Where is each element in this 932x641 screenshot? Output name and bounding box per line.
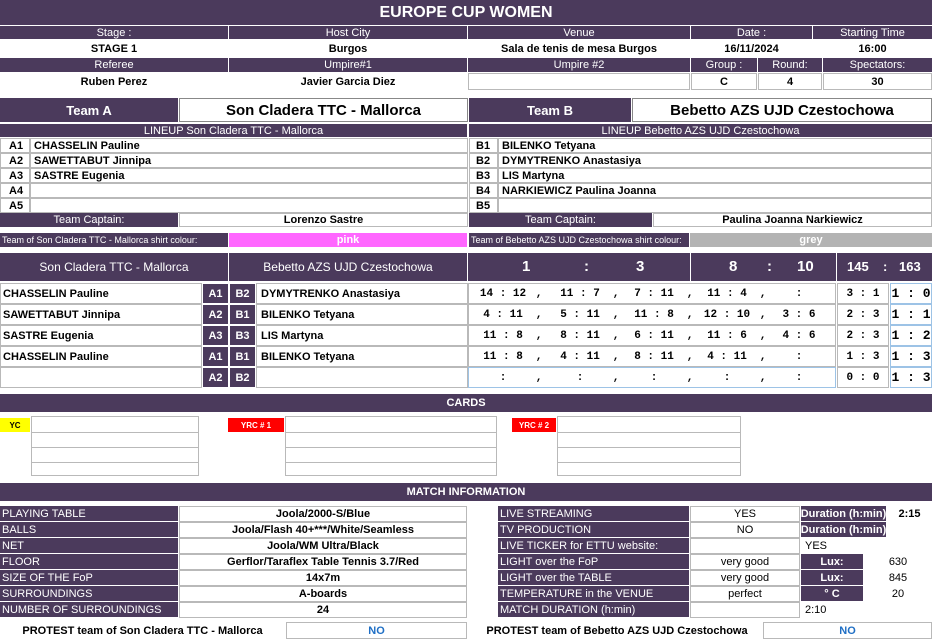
match-info-value: very good (690, 570, 800, 586)
match-info-label: LIVE STREAMING (498, 506, 689, 521)
game-sep: , (535, 371, 543, 384)
match-code-a: A3 (203, 326, 228, 345)
game-sep: , (686, 350, 694, 363)
lineup-b-player: LIS Martyna (498, 168, 932, 183)
match-total: 1 : 2 (890, 325, 932, 346)
match-info-keyvalue: 845 (888, 572, 908, 584)
match-player-a (0, 367, 202, 388)
lineup-b-code: B3 (469, 168, 498, 183)
game-sep: , (612, 371, 620, 384)
game-sep: , (535, 287, 543, 300)
game-sep: , (535, 308, 543, 321)
group-value: C (691, 73, 757, 90)
points-b: 163 (899, 259, 921, 274)
cards-title: CARDS (0, 394, 932, 412)
venue-value: Sala de tenis de mesa Burgos (501, 42, 657, 55)
games-score (691, 253, 836, 281)
match-code-b: B1 (230, 305, 255, 324)
match-info-key: Lux: (801, 554, 863, 569)
lineup-a-code: A5 (0, 198, 30, 213)
lineup-b-player: BILENKO Tetyana (498, 138, 932, 153)
lineup-a-player (30, 198, 468, 213)
game-sep: , (535, 329, 543, 342)
protest-a-value: NO (286, 622, 467, 639)
match-info-label: SURROUNDINGS (0, 586, 178, 601)
game-sep: , (759, 329, 767, 342)
matches-a: 1 (522, 258, 531, 275)
yrc2-box (557, 416, 741, 476)
game-score: 4 : 11 (560, 350, 600, 363)
match-player-b: LIS Martyna (256, 325, 468, 346)
game-sep: , (612, 350, 620, 363)
game-score: : (499, 371, 507, 384)
score-team-a: Son Cladera TTC - Mallorca (0, 253, 228, 281)
score-team-b: Bebetto AZS UJD Czestochowa (229, 253, 467, 281)
lineup-a-code: A3 (0, 168, 30, 183)
game-sep: , (535, 350, 543, 363)
game-score: 4 : 6 (782, 329, 816, 342)
spectators-value: 30 (823, 73, 932, 90)
game-sep: , (686, 329, 694, 342)
game-score: : (650, 371, 658, 384)
lineup-b-code: B4 (469, 183, 498, 198)
game-sep: , (759, 350, 767, 363)
yrc1-box (285, 416, 497, 476)
match-info-label: LIGHT over the FoP (498, 554, 689, 569)
game-score: 11 : 4 (707, 287, 747, 300)
match-sets: 2 : 3 (837, 325, 889, 346)
match-player-b (256, 367, 468, 388)
umpire1-value: Javier Garcia Diez (300, 75, 396, 88)
stage-label: Stage : (0, 26, 228, 39)
page-title: EUROPE CUP WOMEN (0, 0, 932, 25)
match-info-value: perfect (690, 586, 800, 602)
match-info-value: Joola/2000-S/Blue (179, 506, 467, 522)
game-sep: , (612, 329, 620, 342)
match-info-keyvalue (887, 522, 932, 538)
matches-score (468, 253, 690, 281)
game-score: : (795, 350, 803, 363)
match-total: 1 : 0 (890, 283, 932, 304)
game-sep: , (759, 287, 767, 300)
team-a-label: Team A (0, 98, 178, 122)
host-city-value: Burgos (328, 42, 368, 55)
match-info-value: YES (690, 506, 800, 522)
match-player-a: SASTRE Eugenia (0, 325, 202, 346)
game-score: 12 : 10 (703, 308, 751, 321)
match-info-keyvalue: YES (805, 540, 828, 552)
venue-label: Venue (468, 26, 690, 39)
match-info-label: MATCH DURATION (h:min) (498, 602, 689, 617)
host-city-label: Host City (229, 26, 467, 39)
protest-b-label: PROTEST team of Bebetto AZS UJD Czestochowa (486, 624, 748, 637)
game-score: 11 : 8 (483, 329, 523, 342)
referee-value: Ruben Perez (80, 75, 148, 88)
match-info-label: TEMPERATURE in the VENUE (498, 586, 689, 601)
points-score (837, 253, 932, 281)
lineup-b-title: LINEUP Bebetto AZS UJD Czestochowa (469, 124, 932, 137)
game-score: 4 : 11 (707, 350, 747, 363)
game-sep: , (686, 308, 694, 321)
match-info-label: TV PRODUCTION (498, 522, 689, 537)
match-info-label: FLOOR (0, 554, 178, 569)
game-score: : (795, 371, 803, 384)
captain-a-value: Lorenzo Sastre (179, 213, 468, 227)
captain-b-value: Paulina Joanna Narkiewicz (653, 213, 932, 227)
lineup-b-player (498, 198, 932, 213)
lineup-a-title: LINEUP Son Cladera TTC - Mallorca (0, 124, 467, 137)
match-code-b: B3 (230, 326, 255, 345)
stage-value: STAGE 1 (90, 42, 138, 55)
match-info-value (690, 602, 800, 618)
match-info-key: Duration (h:min) (801, 507, 886, 520)
umpire2-value (468, 73, 690, 90)
match-player-a: SAWETTABUT Jinnipa (0, 304, 202, 325)
game-score: : (723, 371, 731, 384)
shirt-a-value: pink (229, 233, 467, 247)
match-info-label: BALLS (0, 522, 178, 537)
match-player-b: BILENKO Tetyana (256, 346, 468, 367)
match-info-value: Joola/Flash 40+***/White/Seamless (179, 522, 467, 538)
games-b: 10 (797, 258, 814, 275)
lineup-b-code: B5 (469, 198, 498, 213)
date-value: 16/11/2024 (724, 42, 779, 55)
lineup-a-player: SASTRE Eugenia (30, 168, 468, 183)
date-label: Date : (691, 26, 812, 39)
start-time-label: Starting Time (813, 26, 932, 39)
lineup-a-player: SAWETTABUT Jinnipa (30, 153, 468, 168)
game-score: 8 : 11 (560, 329, 600, 342)
match-info-keyvalue: 20 (891, 588, 905, 600)
match-sets: 1 : 3 (837, 346, 889, 367)
lineup-a-player: CHASSELIN Pauline (30, 138, 468, 153)
team-b-name: Bebetto AZS UJD Czestochowa (632, 98, 932, 122)
round-label: Round: (758, 58, 822, 72)
game-score: 11 : 7 (560, 287, 600, 300)
spectators-label: Spectators: (823, 58, 932, 72)
match-info-title: MATCH INFORMATION (0, 483, 932, 501)
captain-b-label: Team Captain: (469, 213, 652, 227)
lineup-a-code: A1 (0, 138, 30, 153)
shirt-b-label: Team of Bebetto AZS UJD Czestochowa shirt colour: (469, 233, 689, 247)
match-code-a: A1 (203, 284, 228, 303)
match-sets: 3 : 1 (837, 283, 889, 304)
umpire2-label: Umpire #2 (468, 58, 690, 72)
points-a: 145 (847, 259, 869, 274)
games-sep: : (767, 258, 772, 275)
game-sep: , (612, 287, 620, 300)
match-total: 1 : 3 (890, 346, 932, 367)
lineup-a-player (30, 183, 468, 198)
captain-a-label: Team Captain: (0, 213, 178, 227)
match-info-key: Lux: (801, 570, 863, 585)
match-info-value: Gerflor/Taraflex Table Tennis 3.7/Red (179, 554, 467, 570)
match-info-value: A-boards (179, 586, 467, 602)
yc-label: YC (0, 418, 30, 432)
lineup-b-code: B2 (469, 153, 498, 168)
game-score: 11 : 8 (634, 308, 674, 321)
match-code-a: A1 (203, 347, 228, 366)
match-info-key: ° C (801, 586, 863, 601)
match-info-label: LIVE TICKER for ETTU website: (498, 538, 689, 553)
protest-a-label: PROTEST team of Son Cladera TTC - Mallorca (22, 624, 263, 637)
match-info-keyvalue: 2:10 (805, 604, 827, 616)
lineup-a-code: A2 (0, 153, 30, 168)
shirt-b-value: grey (690, 233, 932, 247)
points-sep: : (883, 259, 888, 274)
games-a: 8 (729, 258, 738, 275)
match-code-b: B2 (230, 368, 255, 387)
match-total: 1 : 3 (890, 367, 932, 388)
team-a-name: Son Cladera TTC - Mallorca (179, 98, 468, 122)
match-code-b: B2 (230, 284, 255, 303)
lineup-b-code: B1 (469, 138, 498, 153)
game-sep: , (759, 308, 767, 321)
matches-sep: : (584, 258, 589, 275)
match-info-value: Joola/WM Ultra/Black (179, 538, 467, 554)
game-score: 11 : 8 (483, 350, 523, 363)
match-player-a: CHASSELIN Pauline (0, 283, 202, 304)
match-info-keyvalue: 630 (888, 556, 908, 568)
umpire1-label: Umpire#1 (229, 58, 467, 72)
game-score: 7 : 11 (634, 287, 674, 300)
match-info-label: NUMBER OF SURROUNDINGS (0, 602, 178, 617)
game-score: : (576, 371, 584, 384)
match-player-b: BILENKO Tetyana (256, 304, 468, 325)
group-label: Group : (691, 58, 757, 72)
match-info-value: NO (690, 522, 800, 538)
game-score: : (795, 287, 803, 300)
game-sep: , (759, 371, 767, 384)
match-info-label: PLAYING TABLE (0, 506, 178, 521)
match-info-label: SIZE OF THE FoP (0, 570, 178, 585)
match-code-b: B1 (230, 347, 255, 366)
match-info-value: 14x7m (179, 570, 467, 586)
match-code-a: A2 (203, 368, 228, 387)
match-info-keyvalue: 2:15 (898, 508, 921, 520)
match-player-b: DYMYTRENKO Anastasiya (256, 283, 468, 304)
round-value: 4 (758, 73, 822, 90)
match-sets: 2 : 3 (837, 304, 889, 325)
match-code-a: A2 (203, 305, 228, 324)
match-info-value (690, 538, 800, 554)
match-info-key: Duration (h:min) (801, 523, 886, 536)
lineup-b-player: NARKIEWICZ Paulina Joanna (498, 183, 932, 198)
referee-label: Referee (0, 58, 228, 72)
lineup-b-player: DYMYTRENKO Anastasiya (498, 153, 932, 168)
game-score: 6 : 11 (634, 329, 674, 342)
game-sep: , (686, 371, 694, 384)
start-time-value: 16:00 (858, 42, 887, 55)
match-info-value: very good (690, 554, 800, 570)
yrc2-label: YRC # 2 (512, 418, 556, 432)
match-sets: 0 : 0 (837, 367, 889, 388)
match-player-a: CHASSELIN Pauline (0, 346, 202, 367)
shirt-a-label: Team of Son Cladera TTC - Mallorca shirt colour: (0, 233, 228, 247)
game-sep: , (686, 287, 694, 300)
team-b-label: Team B (469, 98, 631, 122)
match-info-label: NET (0, 538, 178, 553)
matches-b: 3 (636, 258, 645, 275)
lineup-a-code: A4 (0, 183, 30, 198)
game-score: 14 : 12 (479, 287, 527, 300)
game-score: 3 : 6 (782, 308, 816, 321)
game-sep: , (612, 308, 620, 321)
match-info-label: LIGHT over the TABLE (498, 570, 689, 585)
game-score: 8 : 11 (634, 350, 674, 363)
yc-box (31, 416, 199, 476)
game-score: 5 : 11 (560, 308, 600, 321)
protest-b-value: NO (763, 622, 932, 639)
game-score: 11 : 6 (707, 329, 747, 342)
game-score: 4 : 11 (483, 308, 523, 321)
match-total: 1 : 1 (890, 304, 932, 325)
yrc1-label: YRC # 1 (228, 418, 284, 432)
match-info-value: 24 (179, 602, 467, 618)
